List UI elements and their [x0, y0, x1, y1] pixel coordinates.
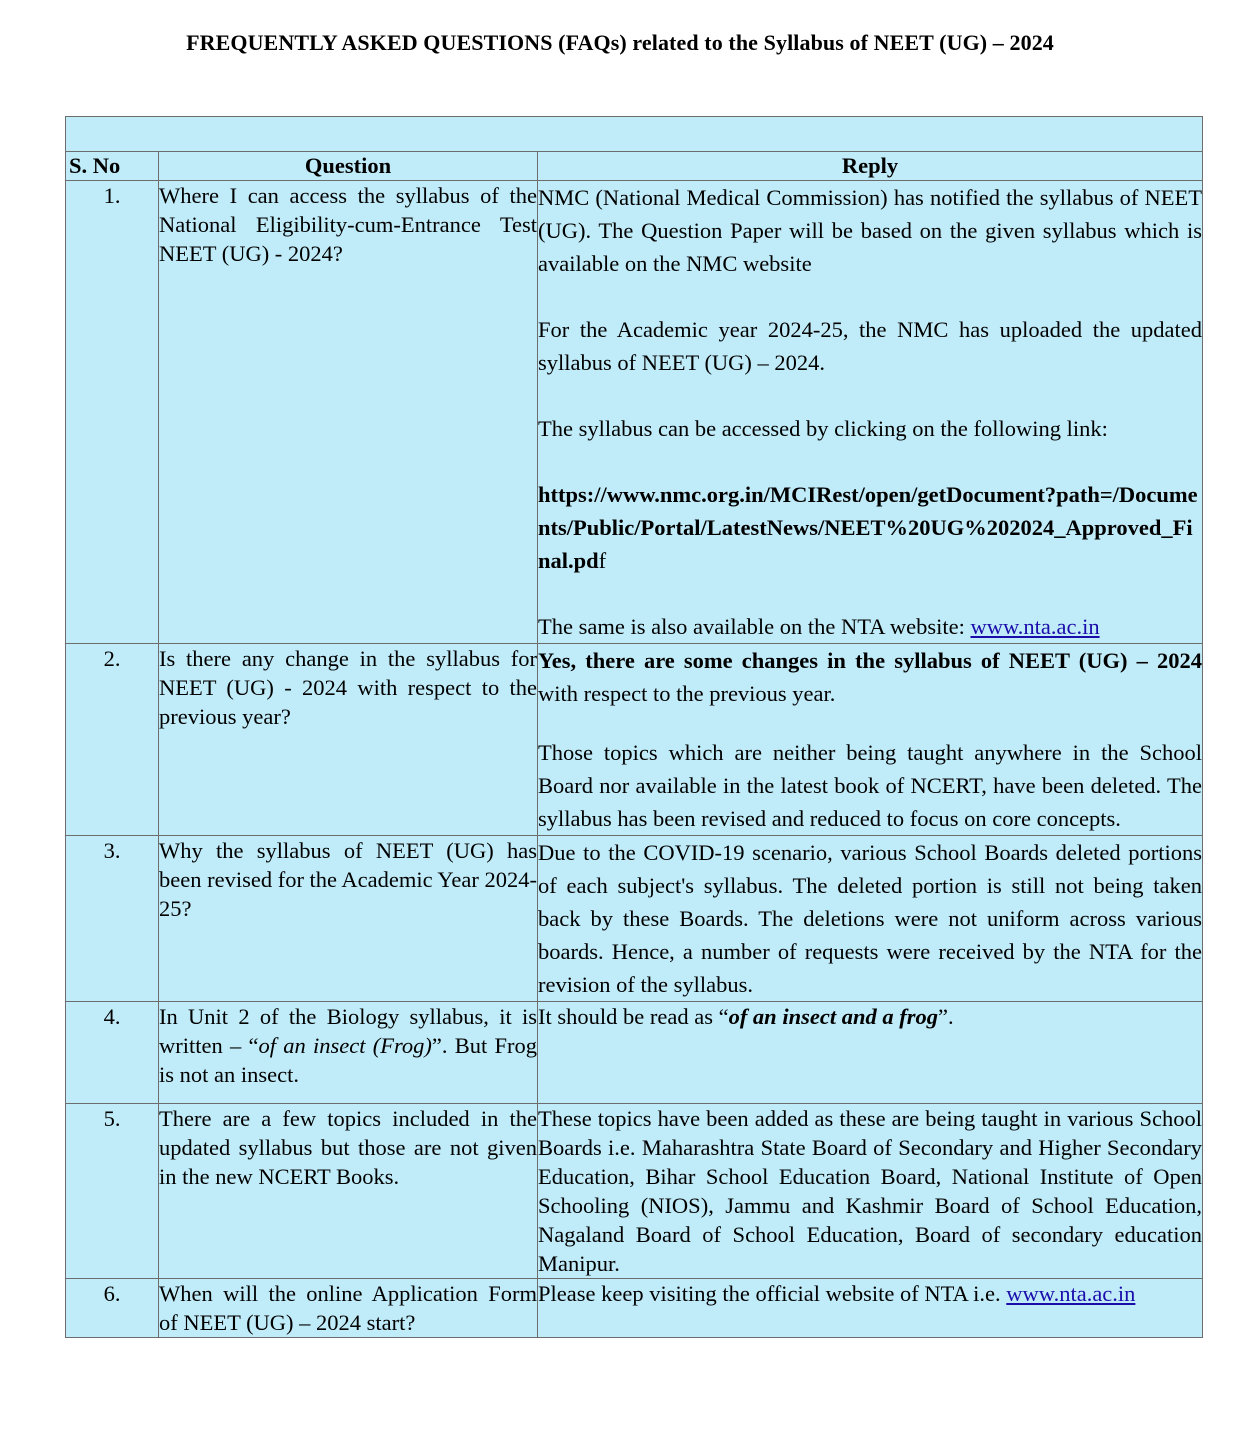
reply-paragraph: NMC (National Medical Commission) has notified the syllabus of NEET (UG). The Question Paper will be based on the given syllabus which is available on the NMC website	[538, 185, 1203, 276]
reply-paragraph: The syllabus can be accessed by clicking on the following link:	[538, 416, 1108, 441]
document-title: FREQUENTLY ASKED QUESTIONS (FAQs) related to the Syllabus of NEET (UG) – 2024	[186, 30, 1054, 55]
table-row	[66, 181, 1203, 644]
reply-cell: These topics have been added as these are being taught in various School Boards i.e. Maharashtra State Board of Secondary and Higher Secondary Education, Bihar School Education Board, National Institute of Open Schooling (NIOS), Jammu and Kashmir Board of School Education, Nagaland Board of School Education, Board of secondary education Manipur.	[538, 1104, 1203, 1279]
reply-text: ”.	[937, 1004, 954, 1029]
question-text: ”. But Frog is not an insect.	[159, 1033, 537, 1087]
reply-paragraph: Due to the COVID-19 scenario, various School Boards deleted portions of each subject's syllabus. The deleted portion is still not being taken back by these Boards. The deletions were not uniform across various boards. Hence, a number of requests were received by the NTA for the revision of the syllabus.	[538, 840, 1203, 997]
table-row	[66, 644, 1203, 836]
row-number: 3.	[66, 836, 159, 1002]
question-header: Question	[159, 152, 538, 181]
table-row	[66, 1002, 1203, 1104]
reply-bold-text: Yes, there are some changes in the syllabus of NEET (UG) – 2024	[538, 648, 1203, 673]
reply-cell	[538, 836, 1203, 1002]
table-row	[66, 836, 1203, 1002]
row-number: 2.	[66, 644, 159, 836]
nta-website-link[interactable]: www.nta.ac.in	[1006, 1281, 1136, 1306]
question-italic-text: of an insect (Frog)	[258, 1033, 432, 1058]
reply-text: with respect to the previous year.	[538, 681, 836, 706]
row-number: 4.	[66, 1002, 159, 1104]
question-cell: Where I can access the syllabus of the National Eligibility-cum-Entrance Test NEET (UG) - 2024?	[159, 181, 538, 644]
table-row	[66, 1279, 1203, 1338]
table-row	[66, 1104, 1203, 1279]
table-banner	[66, 117, 1203, 152]
question-cell: There are a few topics included in the updated syllabus but those are not given in the new NCERT Books.	[159, 1104, 538, 1279]
question-cell: Why the syllabus of NEET (UG) has been revised for the Academic Year 2024-25?	[159, 836, 538, 1002]
table-header-row	[66, 152, 1203, 181]
row-number: 1.	[66, 181, 159, 644]
syllabus-url-bold: https://www.nmc.org.in/MCIRest/open/getDocument?path=/Documents/Public/Portal/LatestNews/NEET%20UG%202024_Approved_Final.pd	[538, 482, 1198, 573]
sno-header: S. No	[66, 152, 159, 181]
row-number: 5.	[66, 1104, 159, 1279]
reply-paragraph: For the Academic year 2024-25, the NMC has uploaded the updated syllabus of NEET (UG) – 2024.	[538, 317, 1203, 375]
nta-website-link[interactable]: www.nta.ac.in	[970, 614, 1100, 639]
reply-paragraph: Those topics which are neither being taught anywhere in the School Board nor available in the latest book of NCERT, have been deleted. The syllabus has been revised and reduced to focus on core concepts.	[538, 740, 1203, 831]
reply-paragraph	[538, 644, 1202, 710]
nta-website-prefix: The same is also available on the NTA website:	[538, 614, 971, 639]
question-text: In Unit 2 of the Biology syllabus, it is written – “	[159, 1004, 537, 1058]
reply-cell	[538, 181, 1203, 644]
syllabus-url-tail: f	[598, 548, 607, 573]
reply-header: Reply	[538, 152, 1203, 181]
reply-text: Please keep visiting the official website of NTA i.e.	[538, 1281, 1007, 1306]
reply-bold-italic-text: of an insect and a frog	[728, 1004, 938, 1029]
question-cell: When will the online Application Form of NEET (UG) – 2024 start?	[159, 1279, 538, 1338]
reply-cell	[538, 1002, 1203, 1104]
syllabus-url	[538, 478, 1202, 577]
row-number: 6.	[66, 1279, 159, 1338]
reply-text: It should be read as “	[538, 1004, 729, 1029]
reply-cell	[538, 1279, 1203, 1338]
reply-paragraph	[538, 610, 1202, 643]
question-cell	[159, 1002, 538, 1104]
faq-table	[65, 116, 1203, 1338]
question-cell: Is there any change in the syllabus for NEET (UG) - 2024 with respect to the previous year?	[159, 644, 538, 836]
table-banner-row	[66, 117, 1203, 152]
reply-cell	[538, 644, 1203, 836]
